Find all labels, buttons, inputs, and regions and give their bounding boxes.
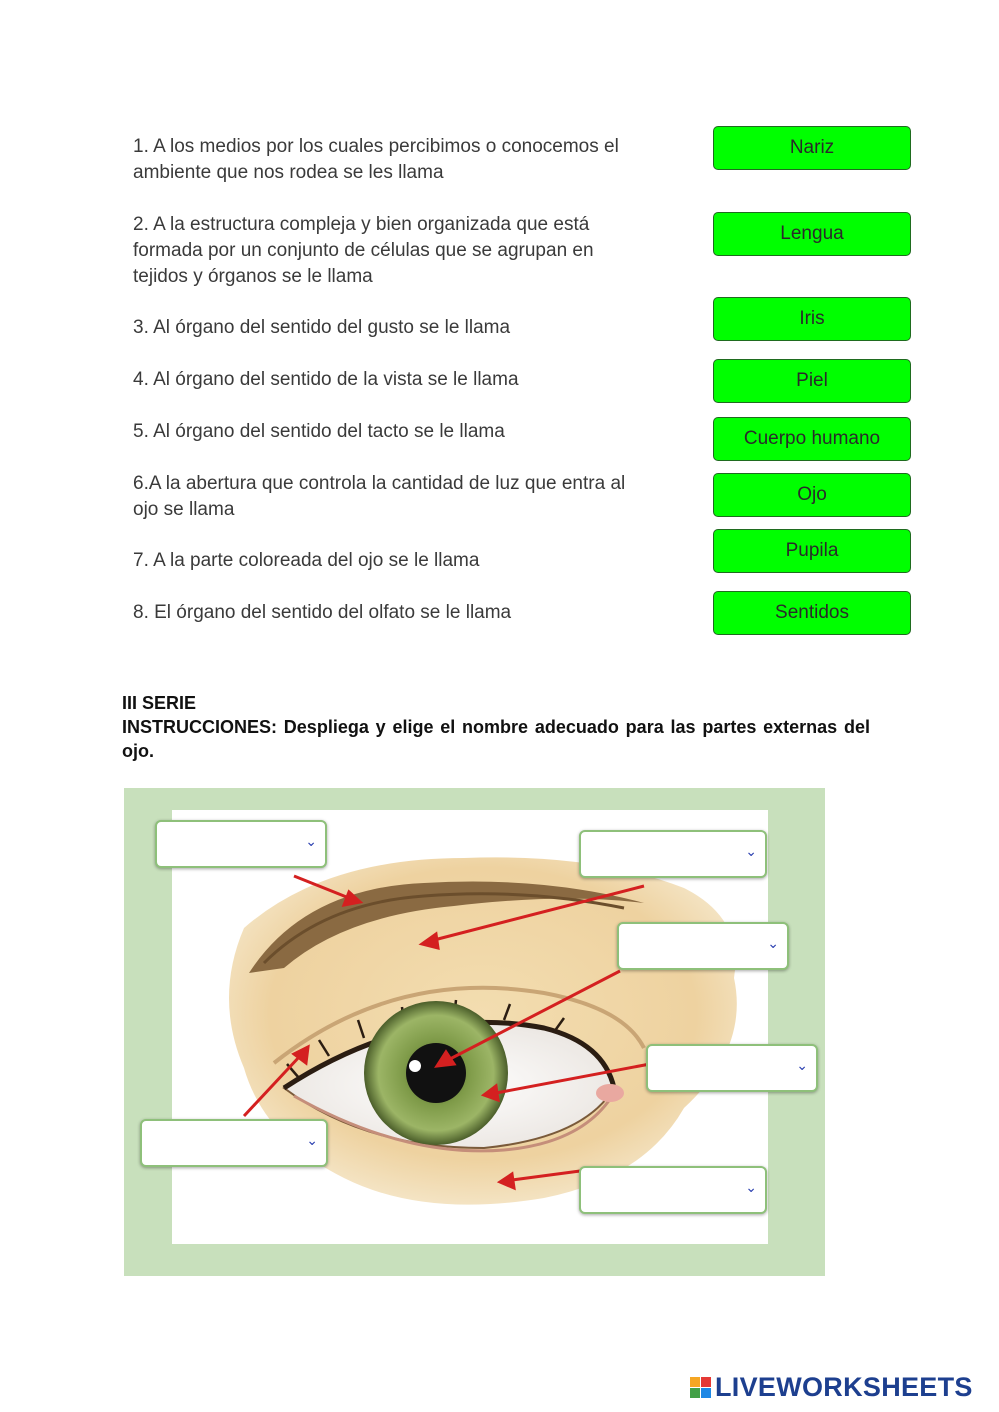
logo-square-4 <box>701 1388 711 1398</box>
question-2: 2. A la estructura compleja y bien organizada que está formada por un conjunto de células que se agrupan en tejidos y órganos se le llama <box>133 214 594 287</box>
chevron-down-icon: ⌄ <box>745 844 757 860</box>
eye-part-dropdown-1[interactable] <box>155 820 327 868</box>
eye-part-dropdown-2[interactable] <box>579 830 767 878</box>
chevron-down-icon: ⌄ <box>796 1058 808 1074</box>
answer-tile-piel[interactable]: Piel <box>713 359 911 403</box>
eye-diagram <box>124 788 825 1276</box>
answer-tile-lengua[interactable]: Lengua <box>713 212 911 256</box>
chevron-down-icon: ⌄ <box>745 1180 757 1196</box>
chevron-down-icon: ⌄ <box>306 1133 318 1149</box>
question-7: 7. A la parte coloreada del ojo se le llama <box>133 550 480 571</box>
section-title: III SERIE <box>122 693 197 713</box>
brand-name: LIVEWORKSHEETS <box>715 1371 973 1402</box>
answer-tile-sentidos[interactable]: Sentidos <box>713 591 911 635</box>
answer-tile-ojo[interactable]: Ojo <box>713 473 911 517</box>
answer-tile-pupila[interactable]: Pupila <box>713 529 911 573</box>
answer-tile-nariz[interactable]: Nariz <box>713 126 911 170</box>
question-8: 8. El órgano del sentido del olfato se le llama <box>133 602 512 623</box>
liveworksheets-logo <box>690 1372 973 1402</box>
question-6: 6.A la abertura que controla la cantidad de luz que entra al ojo se llama <box>133 473 626 520</box>
logo-mark-icon <box>690 1377 711 1398</box>
logo-square-2 <box>701 1377 711 1387</box>
question-5: 5. Al órgano del sentido del tacto se le llama <box>133 421 505 442</box>
tear-duct <box>596 1084 624 1102</box>
answer-tile-cuerpo-humano[interactable]: Cuerpo humano <box>713 417 911 461</box>
chevron-down-icon: ⌄ <box>767 936 779 952</box>
question-3: 3. Al órgano del sentido del gusto se le llama <box>133 317 511 338</box>
eye-part-dropdown-3[interactable] <box>617 922 789 970</box>
question-1: 1. A los medios por los cuales percibimos o conocemos el ambiente que nos rodea se les llama <box>133 136 619 183</box>
eye-part-dropdown-4[interactable] <box>646 1044 818 1092</box>
logo-square-3 <box>690 1388 700 1398</box>
eye-highlight <box>409 1060 421 1072</box>
answer-tile-iris[interactable]: Iris <box>713 297 911 341</box>
question-4: 4. Al órgano del sentido de la vista se le llama <box>133 369 519 390</box>
chevron-down-icon: ⌄ <box>305 834 317 850</box>
section-instructions: INSTRUCCIONES: Despliega y elige el nombre adecuado para las partes externas del ojo. <box>122 717 870 761</box>
eye-part-dropdown-6[interactable] <box>579 1166 767 1214</box>
logo-square-1 <box>690 1377 700 1387</box>
eye-part-dropdown-5[interactable] <box>140 1119 328 1167</box>
pupil-shape <box>406 1043 466 1103</box>
